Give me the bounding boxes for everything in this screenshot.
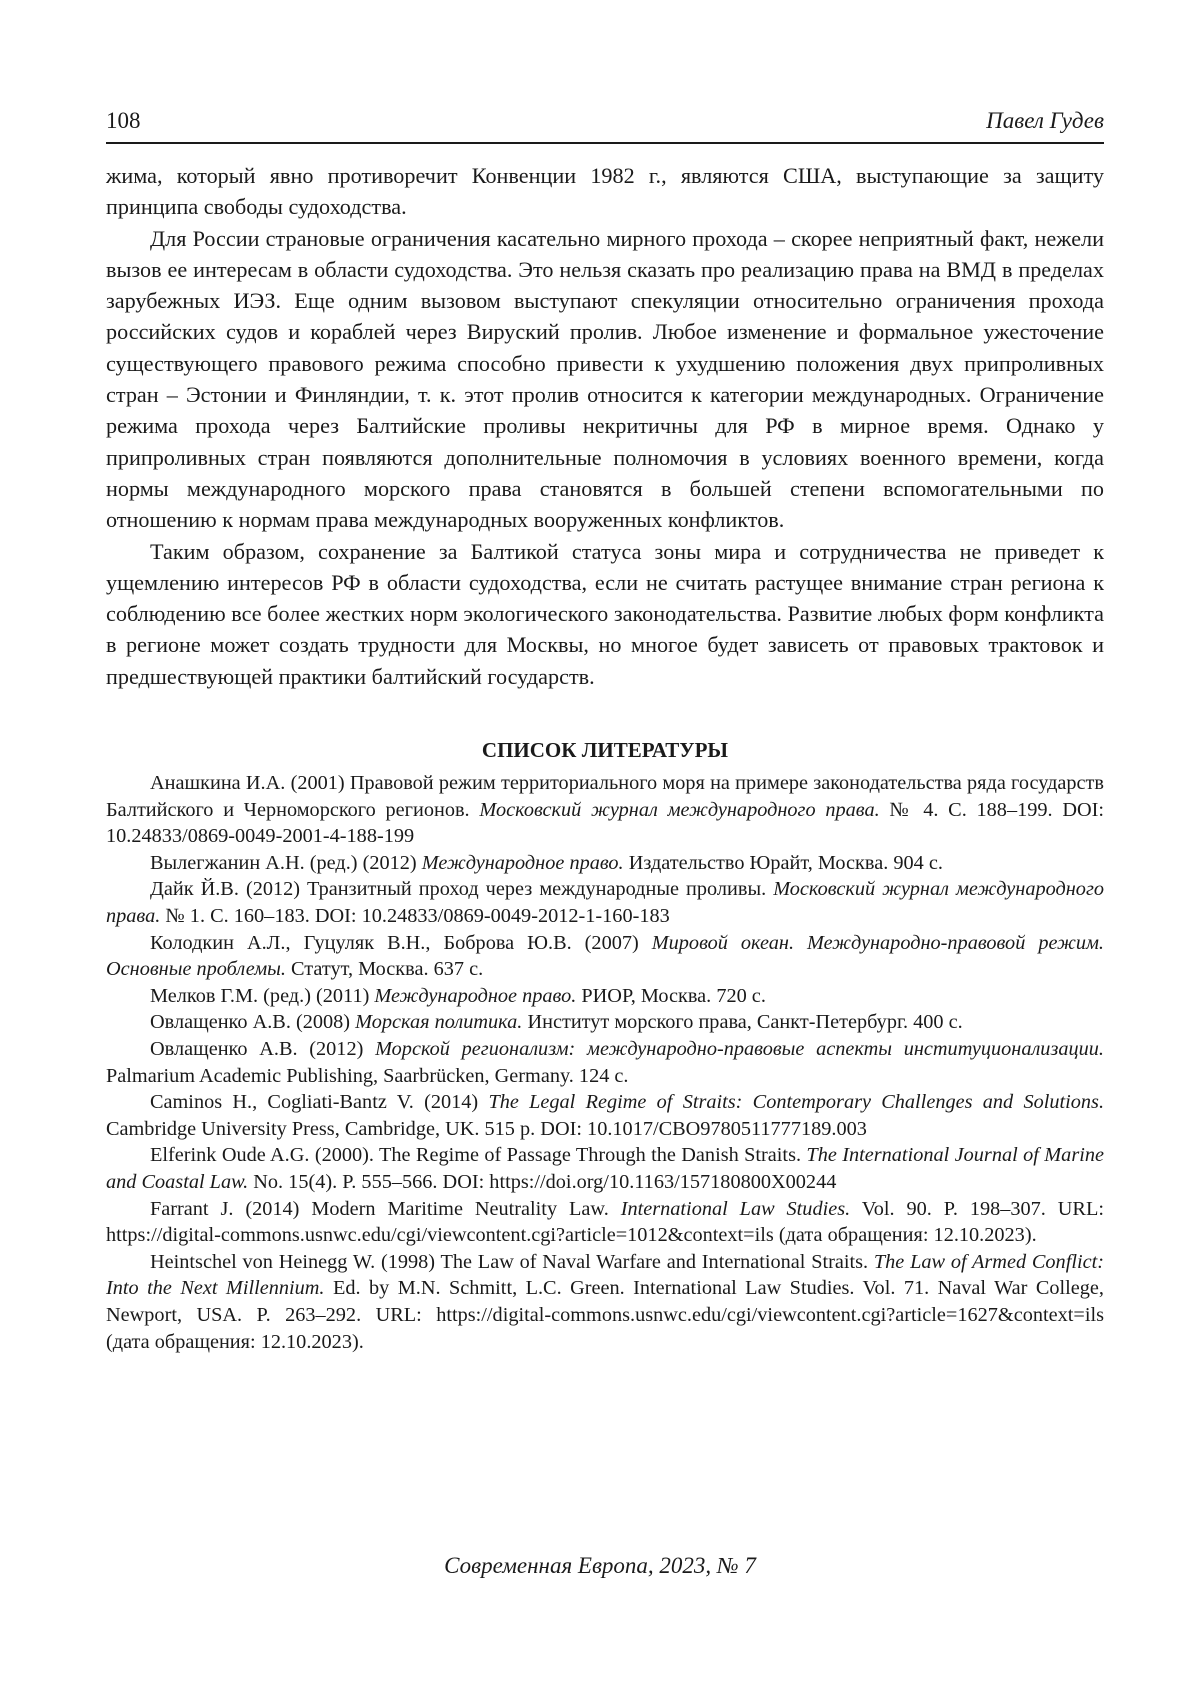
references-heading: СПИСОК ЛИТЕРАТУРЫ — [481, 738, 729, 763]
running-header — [106, 106, 1104, 144]
reference-list — [106, 770, 1104, 1355]
body-paragraph: Таким образом, сохранение за Балтикой статуса зоны мира и сотрудничества не приведет к ущемлению интересов РФ в области судоходства, если не считать растущее внимание стран региона к соблюдению все более жестких норм экологического законодательства. Развитие любых форм конфликта в регионе может создать трудности для Москвы, но многое будет зависеть от правовых трактовок и предшествующей практики балтийский государств. — [106, 538, 1104, 689]
body-paragraph: жима, который явно противоречит Конвенции 1982 г., являются США, выступающие за защиту принципа свободы судоходства. — [106, 163, 1104, 220]
reference-item: Колодкин А.Л., Гуцуляк В.Н., Боброва Ю.В. (2007) Мировой океан. Международно-правовой режим. Основные проблемы. Статут, Москва. 637 с. — [106, 931, 1104, 981]
reference-item: Farrant J. (2014) Modern Maritime Neutrality Law. International Law Studies. Vol. 90. P. 198–307. URL: https://digital-commons.usnwc.edu/cgi/viewcontent.cgi?article=1012&context=ils (дата обращения: 12.10.2023). — [106, 1197, 1104, 1247]
reference-item: Мелков Г.М. (ред.) (2011) Международное право. РИОР, Москва. 720 с. — [150, 984, 766, 1007]
reference-item: Heintschel von Heinegg W. (1998) The Law of Naval Warfare and International Straits. The Law of Armed Conflict: Into the Next Millennium. Ed. by M.N. Schmitt, L.C. Green. International Law Studies. Vol. 71. Naval War College, Newport, USA. P. 263–292. URL: https://digital-commons.usnwc.edu/cgi/viewcontent.cgi?article=1627&context=ils (дата обращения: 12.10.2023). — [106, 1250, 1104, 1353]
reference-item: Дайк Й.В. (2012) Транзитный проход через международные проливы. Московский журнал международного права. № 1. С. 160–183. DOI: 10.24833/0869-0049-2012-1-160-183 — [106, 878, 1104, 928]
journal-footer: Современная Европа, 2023, № 7 — [444, 1553, 756, 1578]
reference-item: Вылегжанин А.Н. (ред.) (2012) Международное право. Издательство Юрайт, Москва. 904 с. — [150, 851, 943, 874]
page-number: 108 — [106, 108, 141, 133]
reference-item: Caminos H., Cogliati-Bantz V. (2014) The Legal Regime of Straits: Contemporary Challenges and Solutions. Cambridge University Press, Cambridge, UK. 515 p. DOI: 10.1017/CBO9780511777189.003 — [106, 1091, 1105, 1140]
page-content — [106, 160, 1104, 1355]
reference-item: Овлащенко А.В. (2012) Морской регионализм: международно-правовые аспекты институционализации. Palmarium Academic Publishing, Saarbrücken, Germany. 124 с. — [106, 1037, 1104, 1087]
body-paragraph: Для России страновые ограничения касательно мирного прохода – скорее неприятный факт, нежели вызов ее интересам в области судоходства. Это нельзя сказать про реализацию права на ВМД в пределах зарубежных ИЭЗ. Еще одним вызовом выступают спекуляции относительно ограничения прохода российских судов и кораблей через Вируский пролив. Любое изменение и формальное ужесточение существующего правового режима способно привести к ухудшению положения двух припроливных стран – Эстонии и Финляндии, т. к. этот пролив относится к категории международных. Ограничение режима прохода через Балтийские проливы некритичны для РФ в мирное время. Однако у припроливных стран появляются дополнительные полномочия в условиях военного времени, когда нормы международного морского права становятся в большей степени вспомогательными по отношению к нормам права международных вооруженных конфликтов. — [106, 225, 1104, 533]
reference-item: Elferink Oude A.G. (2000). The Regime of Passage Through the Danish Straits. The International Journal of Marine and Coastal Law. No. 15(4). P. 555–566. DOI: https://doi.org/10.1163/157180800X00244 — [106, 1144, 1104, 1193]
running-author: Павел Гудев — [986, 108, 1104, 133]
reference-item: Анашкина И.А. (2001) Правовой режим территориального моря на примере законодательства ряда государств Балтийского и Черноморского регионов. Московский журнал международного права. № 4. С. 188–199. DOI: 10.24833/0869-0049-2001-4-188-199 — [106, 772, 1105, 848]
reference-item: Овлащенко А.В. (2008) Морская политика. Институт морского права, Санкт-Петербург. 400 с. — [150, 1011, 963, 1034]
